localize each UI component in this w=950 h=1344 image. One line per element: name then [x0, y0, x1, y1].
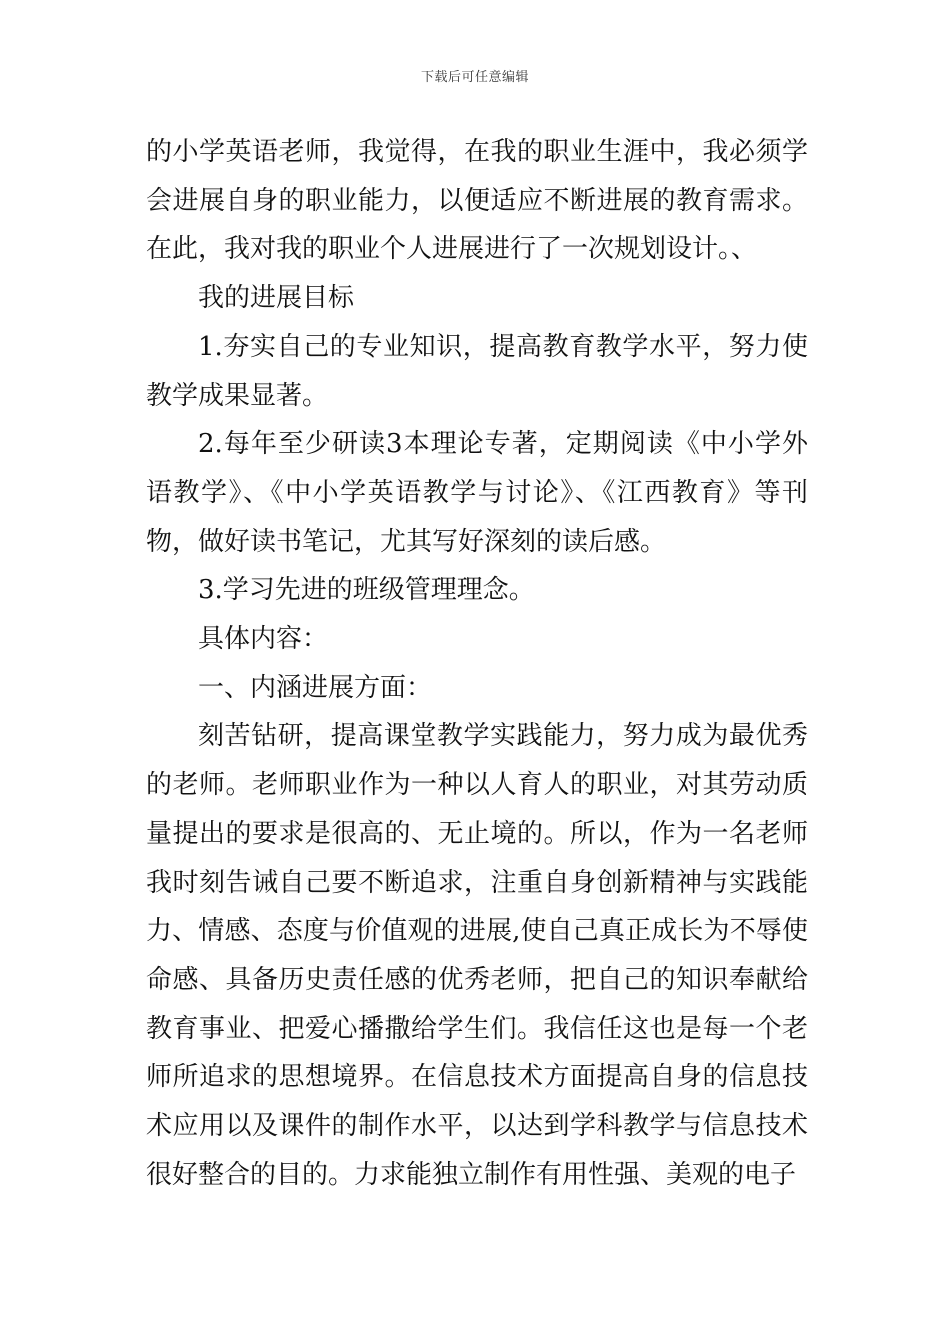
section-heading-1: 一、内涵进展方面：: [198, 672, 433, 703]
heading-goals: 我的进展目标: [198, 283, 355, 314]
header-note: 下载后可任意编辑: [420, 70, 529, 85]
goal-item-3: 3.学习先进的班级管理理念。: [198, 575, 535, 606]
document-body: [146, 128, 808, 1199]
heading-details: 具体内容：: [198, 624, 329, 655]
paragraph-body: 刻苦钻研，提高课堂教学实践能力，努力成为最优秀的老师。老师职业作为一种以人育人的职业，对其劳动质量提出的要求是很高的、无止境的。所以，作为一名老师我时刻告诫自己要不断追求，注重自身创新精神与实践能力、情感、态度与价值观的进展,使自己真正成长为不辱使命感、具备历史责任感的优秀老师，把自己的知识奉献给教育事业、把爱心播撒给学生们。我信任这也是每一个老师所追求的思想境界。在信息技术方面提高自身的信息技术应用以及课件的制作水平，以达到学科教学与信息技术很好整合的目的。力求能独立制作有用性强、美观的电子: [146, 721, 808, 1190]
goal-item-2: 2.每年至少研读3本理论专著，定期阅读《中小学外语教学》、《中小学英语教学与讨论》、《江西教育》等刊物，做好读书笔记，尤其写好深刻的读后感。: [146, 429, 808, 557]
goal-item-1: 1.夯实自己的专业知识，提高教育教学水平，努力使教学成果显著。: [146, 331, 808, 411]
paragraph-intro: 的小学英语老师，我觉得，在我的职业生涯中，我必须学会进展自身的职业能力，以便适应不断进展的教育需求。在此，我对我的职业个人进展进行了一次规划设计。、: [146, 137, 808, 265]
